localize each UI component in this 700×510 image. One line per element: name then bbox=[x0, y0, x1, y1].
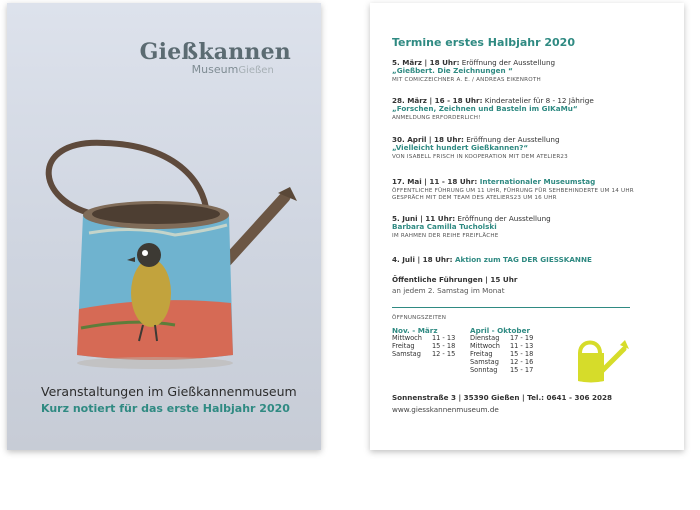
event-date: 17. Mai | 11 - 18 Uhr: bbox=[392, 177, 478, 186]
day: Freitag bbox=[392, 342, 415, 350]
hours-table bbox=[392, 335, 455, 359]
watering-can-icon bbox=[574, 337, 630, 387]
front-cover bbox=[7, 3, 321, 450]
event-item bbox=[392, 215, 672, 239]
hours-winter bbox=[392, 327, 472, 359]
event-title: „Vielleicht hundert Gießkannen?“ bbox=[392, 142, 529, 152]
logo-museum: Museum bbox=[191, 63, 239, 76]
museum-logo bbox=[140, 39, 291, 76]
event-item bbox=[392, 256, 672, 264]
season-label: Nov. - März bbox=[392, 326, 438, 335]
event-date: 5. März | 18 Uhr: bbox=[392, 58, 460, 67]
event-note: VON ISABELL FRISCH IN KOOPERATION MIT DEM ATELIER23 bbox=[392, 153, 568, 160]
event-date: 5. Juni | 11 Uhr: bbox=[392, 214, 456, 223]
time: 15 - 18 bbox=[509, 350, 534, 359]
event-item bbox=[392, 178, 672, 201]
hours-summer bbox=[470, 327, 560, 375]
event-text: Eröffnung der Ausstellung bbox=[463, 135, 560, 144]
public-tours bbox=[392, 276, 672, 295]
event-text: Kinderatelier für 8 - 12 Jährige bbox=[482, 96, 594, 105]
tours-title: Öffentliche Führungen | 15 Uhr bbox=[392, 275, 518, 284]
table-row bbox=[392, 351, 455, 359]
event-note: ÖFFENTLICHE FÜHRUNG UM 11 UHR, FÜHRUNG FÜR SEHBEHINDERTE UM 14 UHR bbox=[392, 187, 634, 194]
event-title: „Forschen, Zeichnen und Basteln im GIKaMu“ bbox=[392, 103, 578, 113]
event-note: MIT COMICZEICHNER A. E. / ANDREAS EIKENROTH bbox=[392, 76, 541, 83]
divider bbox=[392, 307, 630, 308]
logo-place: Gießen bbox=[238, 65, 274, 76]
front-title: Veranstaltungen im Gießkannenmuseum bbox=[41, 384, 297, 399]
address: Sonnenstraße 3 | 35390 Gießen | Tel.: 0641 - 306 2028 bbox=[392, 393, 613, 402]
event-text: Eröffnung der Ausstellung bbox=[455, 214, 551, 223]
table-row bbox=[470, 367, 533, 375]
time: 17 - 19 bbox=[509, 333, 534, 342]
event-item bbox=[392, 136, 672, 160]
day: Samstag bbox=[392, 350, 421, 359]
hours-table bbox=[470, 335, 533, 375]
opening-hours-title: ÖFFNUNGSZEITEN bbox=[392, 315, 447, 321]
time: 11 - 13 bbox=[509, 342, 534, 350]
event-title: Aktion zum TAG DER GIESSKANNE bbox=[452, 255, 592, 264]
day: Sonntag bbox=[470, 366, 498, 375]
website-link[interactable]: www.giesskannenmuseum.de bbox=[392, 405, 499, 414]
logo-main-text: Gießkannen bbox=[139, 39, 291, 65]
event-note: GESPRÄCH MIT DEM TEAM DES ATELIERS23 UM 16 UHR bbox=[392, 195, 557, 202]
event-title: Internationaler Museumstag bbox=[477, 177, 596, 186]
day: Freitag bbox=[470, 350, 493, 359]
time: 15 - 18 bbox=[431, 342, 456, 350]
day: Mittwoch bbox=[470, 342, 500, 350]
event-note: ANMELDUNG ERFORDERLICH! bbox=[392, 114, 481, 121]
event-date: 4. Juli | 18 Uhr: bbox=[392, 255, 453, 264]
watering-can-illustration bbox=[35, 113, 305, 373]
day: Dienstag bbox=[470, 333, 500, 342]
event-note: IM RAHMEN DER REIHE FREIFLÄCHE bbox=[392, 232, 499, 239]
time: 11 - 13 bbox=[431, 333, 456, 342]
event-title: Barbara Camilla Tucholski bbox=[392, 221, 497, 231]
event-date: 28. März | 16 - 18 Uhr: bbox=[392, 96, 483, 105]
time: 12 - 15 bbox=[431, 350, 456, 359]
event-item bbox=[392, 97, 672, 121]
event-item bbox=[392, 59, 672, 83]
event-title: „Gießbert. Die Zeichnungen “ bbox=[392, 65, 513, 75]
front-subtitle: Kurz notiert für das erste Halbjahr 2020 bbox=[41, 402, 290, 415]
events-heading: Termine erstes Halbjahr 2020 bbox=[392, 36, 575, 49]
day: Mittwoch bbox=[392, 333, 422, 342]
time: 15 - 17 bbox=[509, 366, 534, 375]
day: Samstag bbox=[470, 358, 499, 367]
tours-text: an jedem 2. Samstag im Monat bbox=[392, 285, 505, 295]
time: 12 - 16 bbox=[509, 358, 534, 367]
back-page bbox=[370, 3, 684, 450]
season-label: April - Oktober bbox=[470, 326, 530, 335]
event-text: Eröffnung der Ausstellung bbox=[459, 58, 556, 67]
event-date: 30. April | 18 Uhr: bbox=[392, 135, 464, 144]
